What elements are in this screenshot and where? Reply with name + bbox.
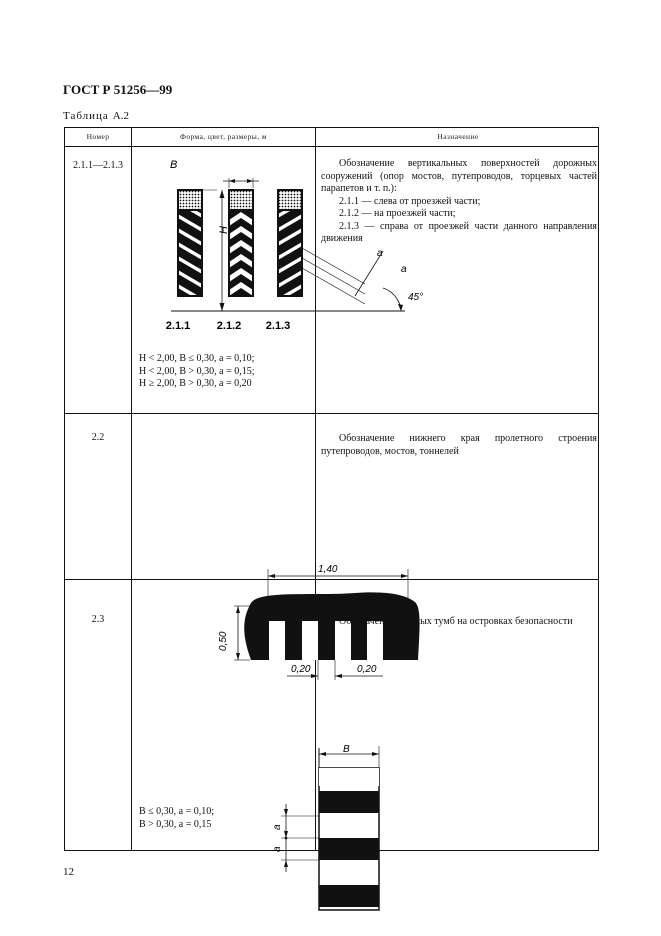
purpose-text: Обозначение вертикальных поверхностей дорожных сооружений (опор мостов, путепроводов, торцевых частей парапетов и т. п.):: [321, 158, 597, 194]
column-header-form: Форма, цвет, размеры, м: [180, 132, 267, 141]
label-angle: 45°: [408, 292, 424, 303]
label-width-b: B: [343, 744, 350, 755]
table-caption-number: А.2: [112, 110, 129, 122]
row-parameters: [139, 806, 214, 831]
label-height-0-50: 0,50: [218, 631, 229, 651]
row-parameters: [139, 353, 255, 391]
row-purpose: [321, 616, 597, 629]
label-width-1-40: 1,40: [318, 564, 338, 575]
row-number: 2.1.1—2.1.3: [73, 160, 123, 171]
param-line: B ≤ 0,30, a = 0,10;: [139, 806, 215, 817]
label-gap-0-20: 0,20: [291, 664, 311, 675]
purpose-text: Обозначение нижнего края пролетного строения путепроводов, мостов, тоннелей: [321, 433, 597, 457]
label-variant-2-1-1: 2.1.1: [165, 320, 191, 332]
label-step-a: a: [272, 824, 283, 830]
label-width-b: B: [170, 159, 178, 171]
label-variant-2-1-3: 2.1.3: [265, 320, 291, 332]
column-divider: [315, 128, 316, 850]
param-line: B > 0,30, a = 0,15: [139, 818, 212, 830]
figure-bridge-edge: [132, 414, 377, 675]
purpose-text: 2.1.2 — на проезжей части;: [339, 208, 456, 219]
header-divider: [65, 146, 598, 147]
document-title: ГОСТ Р 51256—99: [63, 82, 173, 97]
row-purpose: [321, 433, 597, 458]
table-a2: [64, 127, 599, 851]
param-line: H ≥ 2,00, B > 0,30, a = 0,20: [139, 378, 252, 389]
purpose-text: 2.1.3 — справа от проезжей части данного направления движения: [321, 220, 597, 244]
label-step-a: a: [272, 846, 283, 852]
page-number: 12: [63, 866, 74, 878]
label-gap-0-20: 0,20: [357, 664, 377, 675]
label-step-a: a: [377, 248, 383, 259]
param-line: H < 2,00, B > 0,30, a = 0,15;: [139, 365, 255, 377]
purpose-text: Обозначение круглых тумб на островках безопасности: [339, 616, 573, 627]
purpose-text: 2.1.1 — слева от проезжей части;: [339, 195, 481, 207]
label-step-a: a: [401, 264, 407, 275]
row-number: 2.2: [91, 432, 105, 443]
table-caption-word: Таблица: [63, 110, 109, 122]
row-purpose: [321, 158, 597, 246]
table-caption: [63, 110, 129, 122]
column-header-number: Номер: [86, 132, 110, 141]
label-height-h: H: [218, 226, 230, 234]
label-variant-2-1-2: 2.1.2: [216, 320, 242, 332]
param-line: H < 2,00, B ≤ 0,30, a = 0,10;: [139, 353, 255, 364]
row-number: 2.3: [91, 614, 105, 625]
column-header-purpose: Назначение: [437, 132, 479, 141]
